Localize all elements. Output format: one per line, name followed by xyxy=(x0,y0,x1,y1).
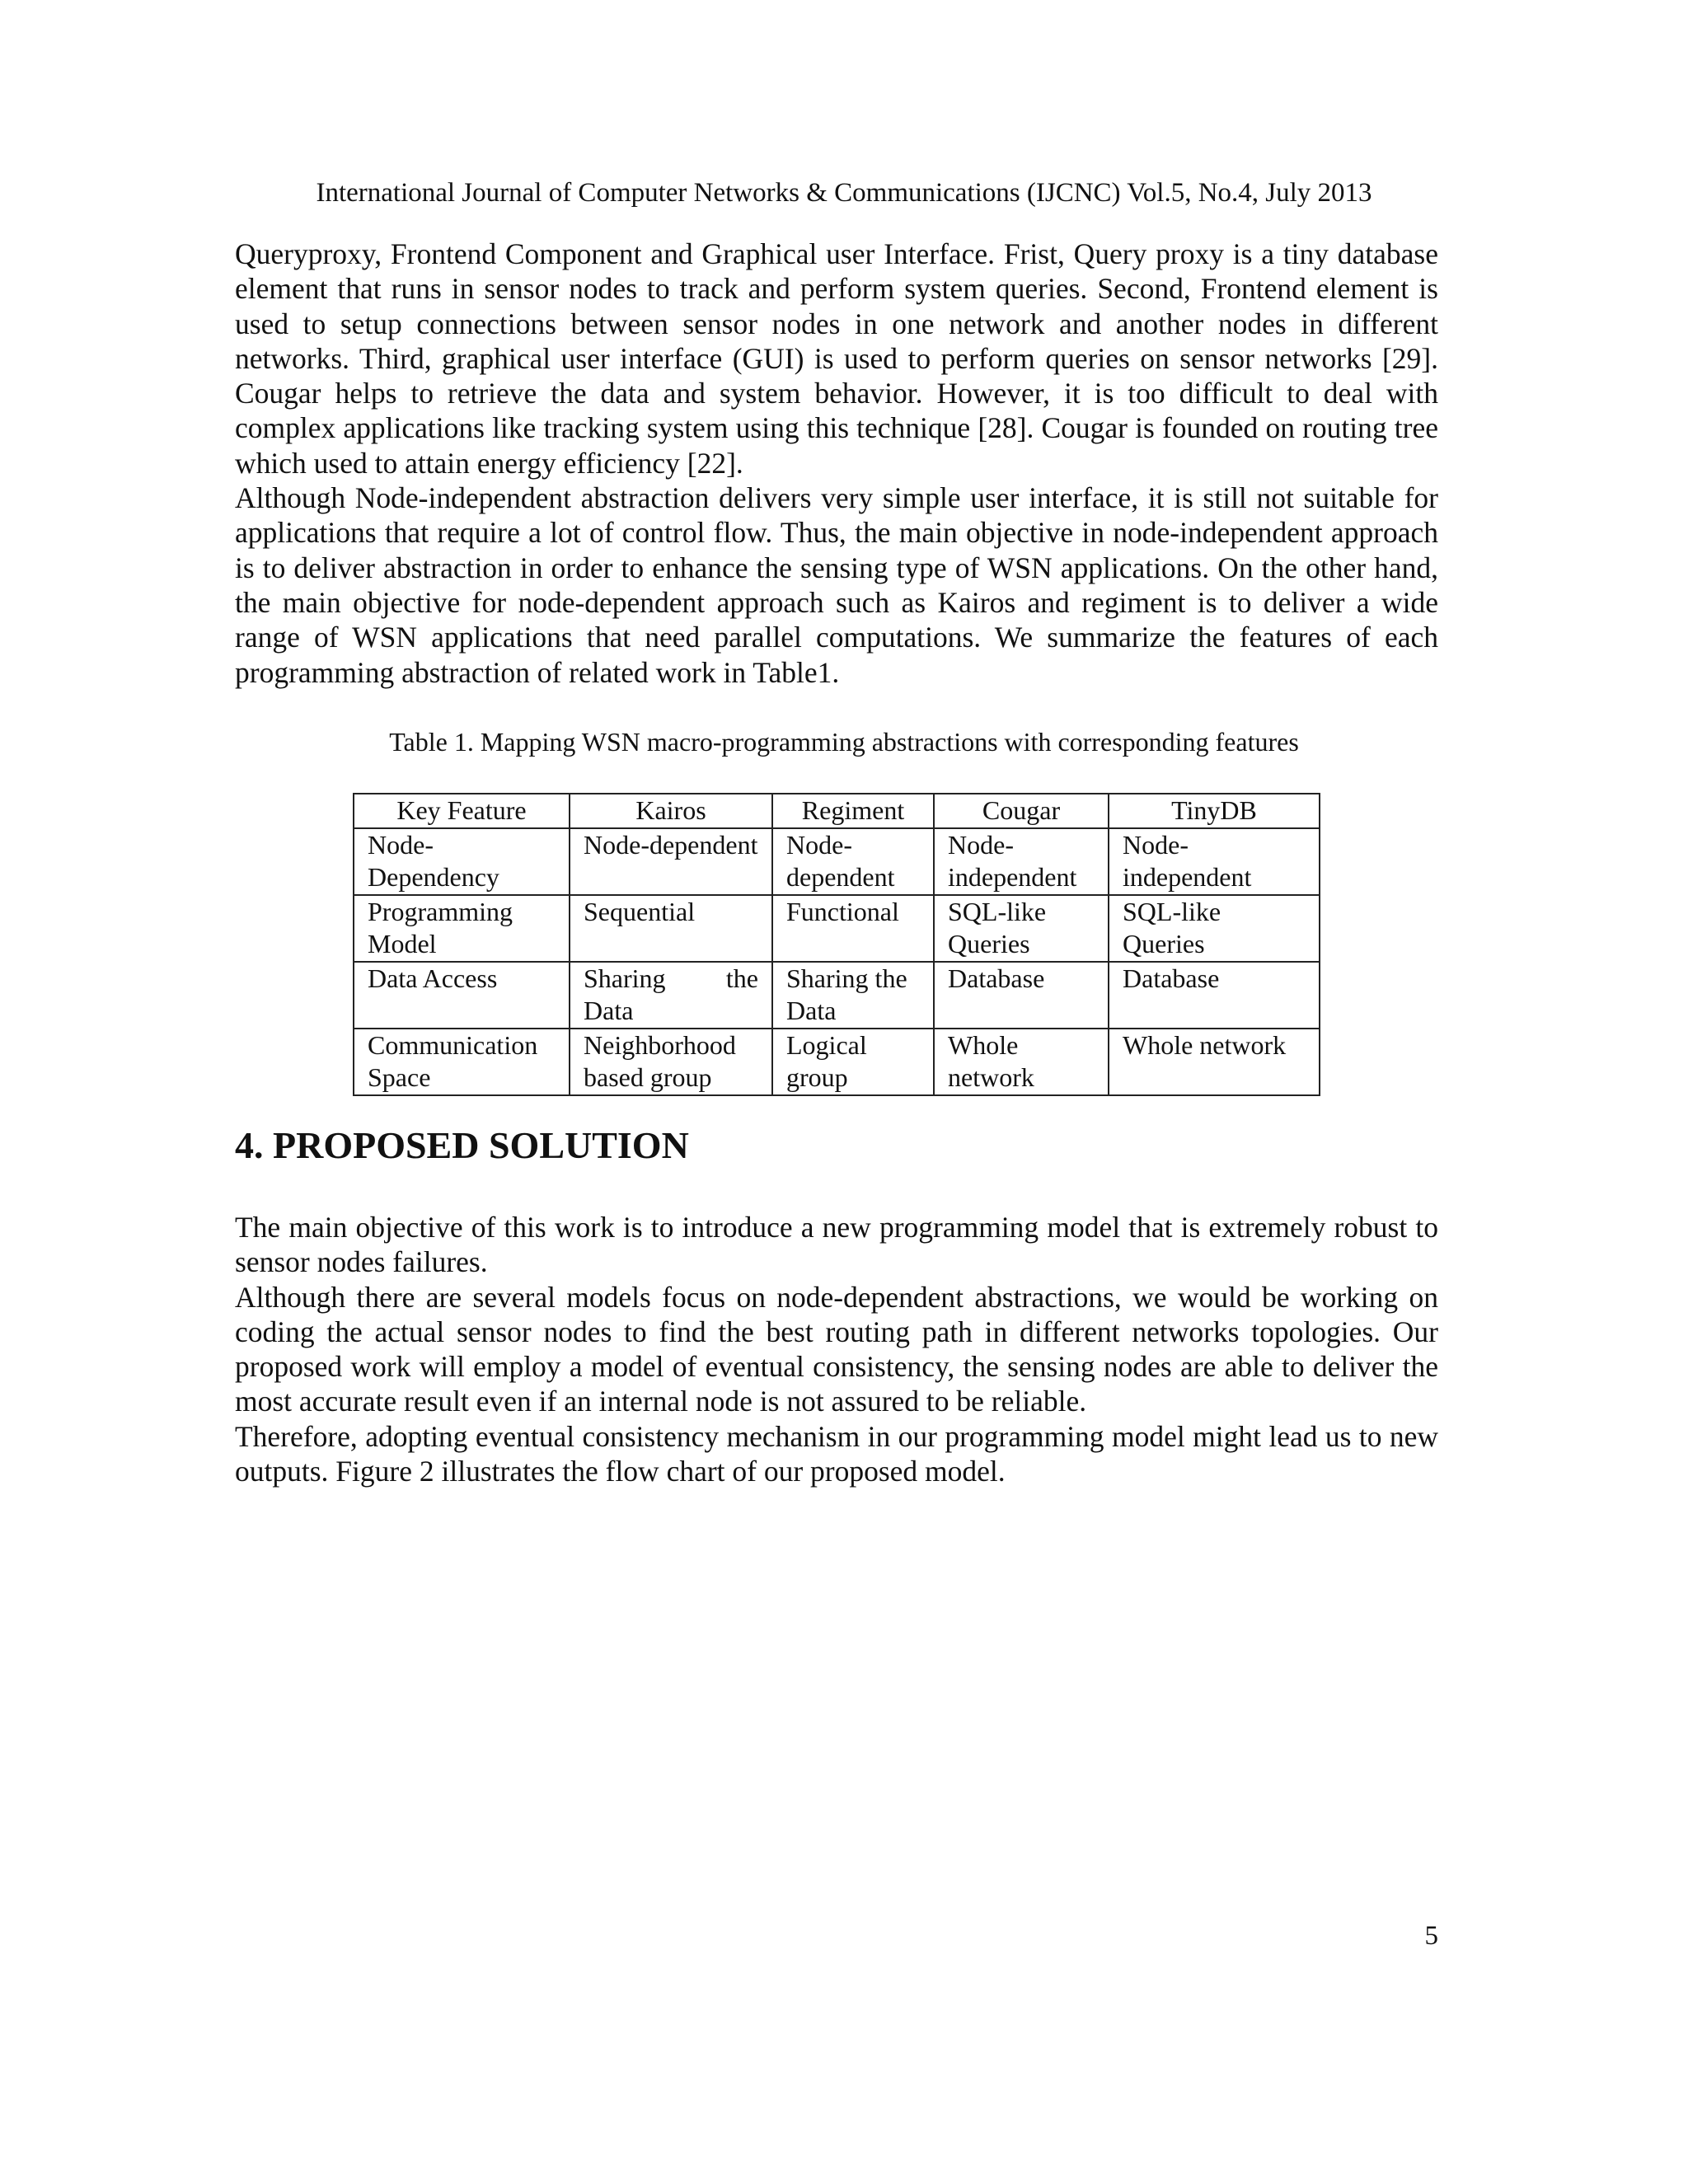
body-paragraph: The main objective of this work is to introduce a new programming model that is extremely robust to sensor nodes failures. xyxy=(235,1211,1438,1279)
column-header: Cougar xyxy=(934,794,1109,828)
body-paragraph: Although Node-independent abstraction delivers very simple user interface, it is still not suitable for applications that require a lot of control flow. Thus, the main objective in node-independent approach is to deliver abstraction in order to enhance the sensing type of WSN applications. On the other hand, the main objective for node-dependent approach such as Kairos and regiment is to deliver a wide range of WSN applications that need parallel computations. We summarize the features of each programming abstraction of related work in Table1. xyxy=(235,481,1438,689)
table-cell: Functional xyxy=(772,895,934,962)
body-paragraph: Therefore, adopting eventual consistency mechanism in our programming model might lead us to new outputs. Figure 2 illustrates the flow chart of our proposed model. xyxy=(235,1419,1438,1488)
table-cell: Whole network xyxy=(934,1029,1109,1095)
table-cell: Sequential xyxy=(570,895,772,962)
table-row xyxy=(354,828,1320,895)
table-cell: Sharing the Data xyxy=(570,962,772,1029)
table-row xyxy=(354,962,1320,1029)
features-table-container xyxy=(353,793,1320,1096)
table-cell: SQL-like Queries xyxy=(934,895,1109,962)
column-header: TinyDB xyxy=(1109,794,1320,828)
proposed-solution-text-block xyxy=(235,1210,1438,1488)
table-cell: Node-independent xyxy=(1109,828,1320,895)
body-paragraph: Queryproxy, Frontend Component and Graphical user Interface. Frist, Query proxy is a tiny database element that runs in sensor nodes to track and perform system queries. Second, Frontend element is used to setup connections between sensor nodes in one network and another nodes in different networks. Third, graphical user interface (GUI) is used to perform queries on sensor networks [29]. Cougar helps to retrieve the data and system behavior. However, it is too difficult to deal with complex applications like tracking system using this technique [28]. Cougar is founded on routing tree which used to attain energy efficiency [22]. xyxy=(235,237,1438,480)
section-heading: 4. PROPOSED SOLUTION xyxy=(235,1124,689,1166)
table-row xyxy=(354,895,1320,962)
body-paragraph: Although there are several models focus on node-dependent abstractions, we would be working on coding the actual sensor nodes to find the best routing path in different networks topologies. Our proposed work will employ a model of eventual consistency, the sensing nodes are able to deliver the most accurate result even if an internal node is not assured to be reliable. xyxy=(235,1280,1438,1418)
table-cell: Communication Space xyxy=(354,1029,570,1095)
table-cell: Node-Dependency xyxy=(354,828,570,895)
table-row xyxy=(354,1029,1320,1095)
table-cell: Database xyxy=(934,962,1109,1029)
table-cell: Neighborhood based group xyxy=(570,1029,772,1095)
page-number: 5 xyxy=(1424,1921,1438,1951)
column-header: Regiment xyxy=(772,794,934,828)
features-table xyxy=(353,793,1320,1096)
table-cell: Node-dependent xyxy=(772,828,934,895)
table-cell: Node-dependent xyxy=(570,828,772,895)
intro-text-block xyxy=(235,237,1438,690)
column-header: Key Feature xyxy=(354,794,570,828)
table-cell: Logical group xyxy=(772,1029,934,1095)
table-cell: Data Access xyxy=(354,962,570,1029)
table-cell: SQL-like Queries xyxy=(1109,895,1320,962)
running-header: International Journal of Computer Networks & Communications (IJCNC) Vol.5, No.4, July 2013 xyxy=(316,178,1372,208)
table-cell: Node-independent xyxy=(934,828,1109,895)
table-cell: Database xyxy=(1109,962,1320,1029)
table-cell: Sharing the Data xyxy=(772,962,934,1029)
table-cell: Whole network xyxy=(1109,1029,1320,1095)
table-caption: Table 1. Mapping WSN macro-programming abstractions with corresponding features xyxy=(389,727,1299,757)
table-header-row xyxy=(354,794,1320,828)
table-cell: Programming Model xyxy=(354,895,570,962)
column-header: Kairos xyxy=(570,794,772,828)
